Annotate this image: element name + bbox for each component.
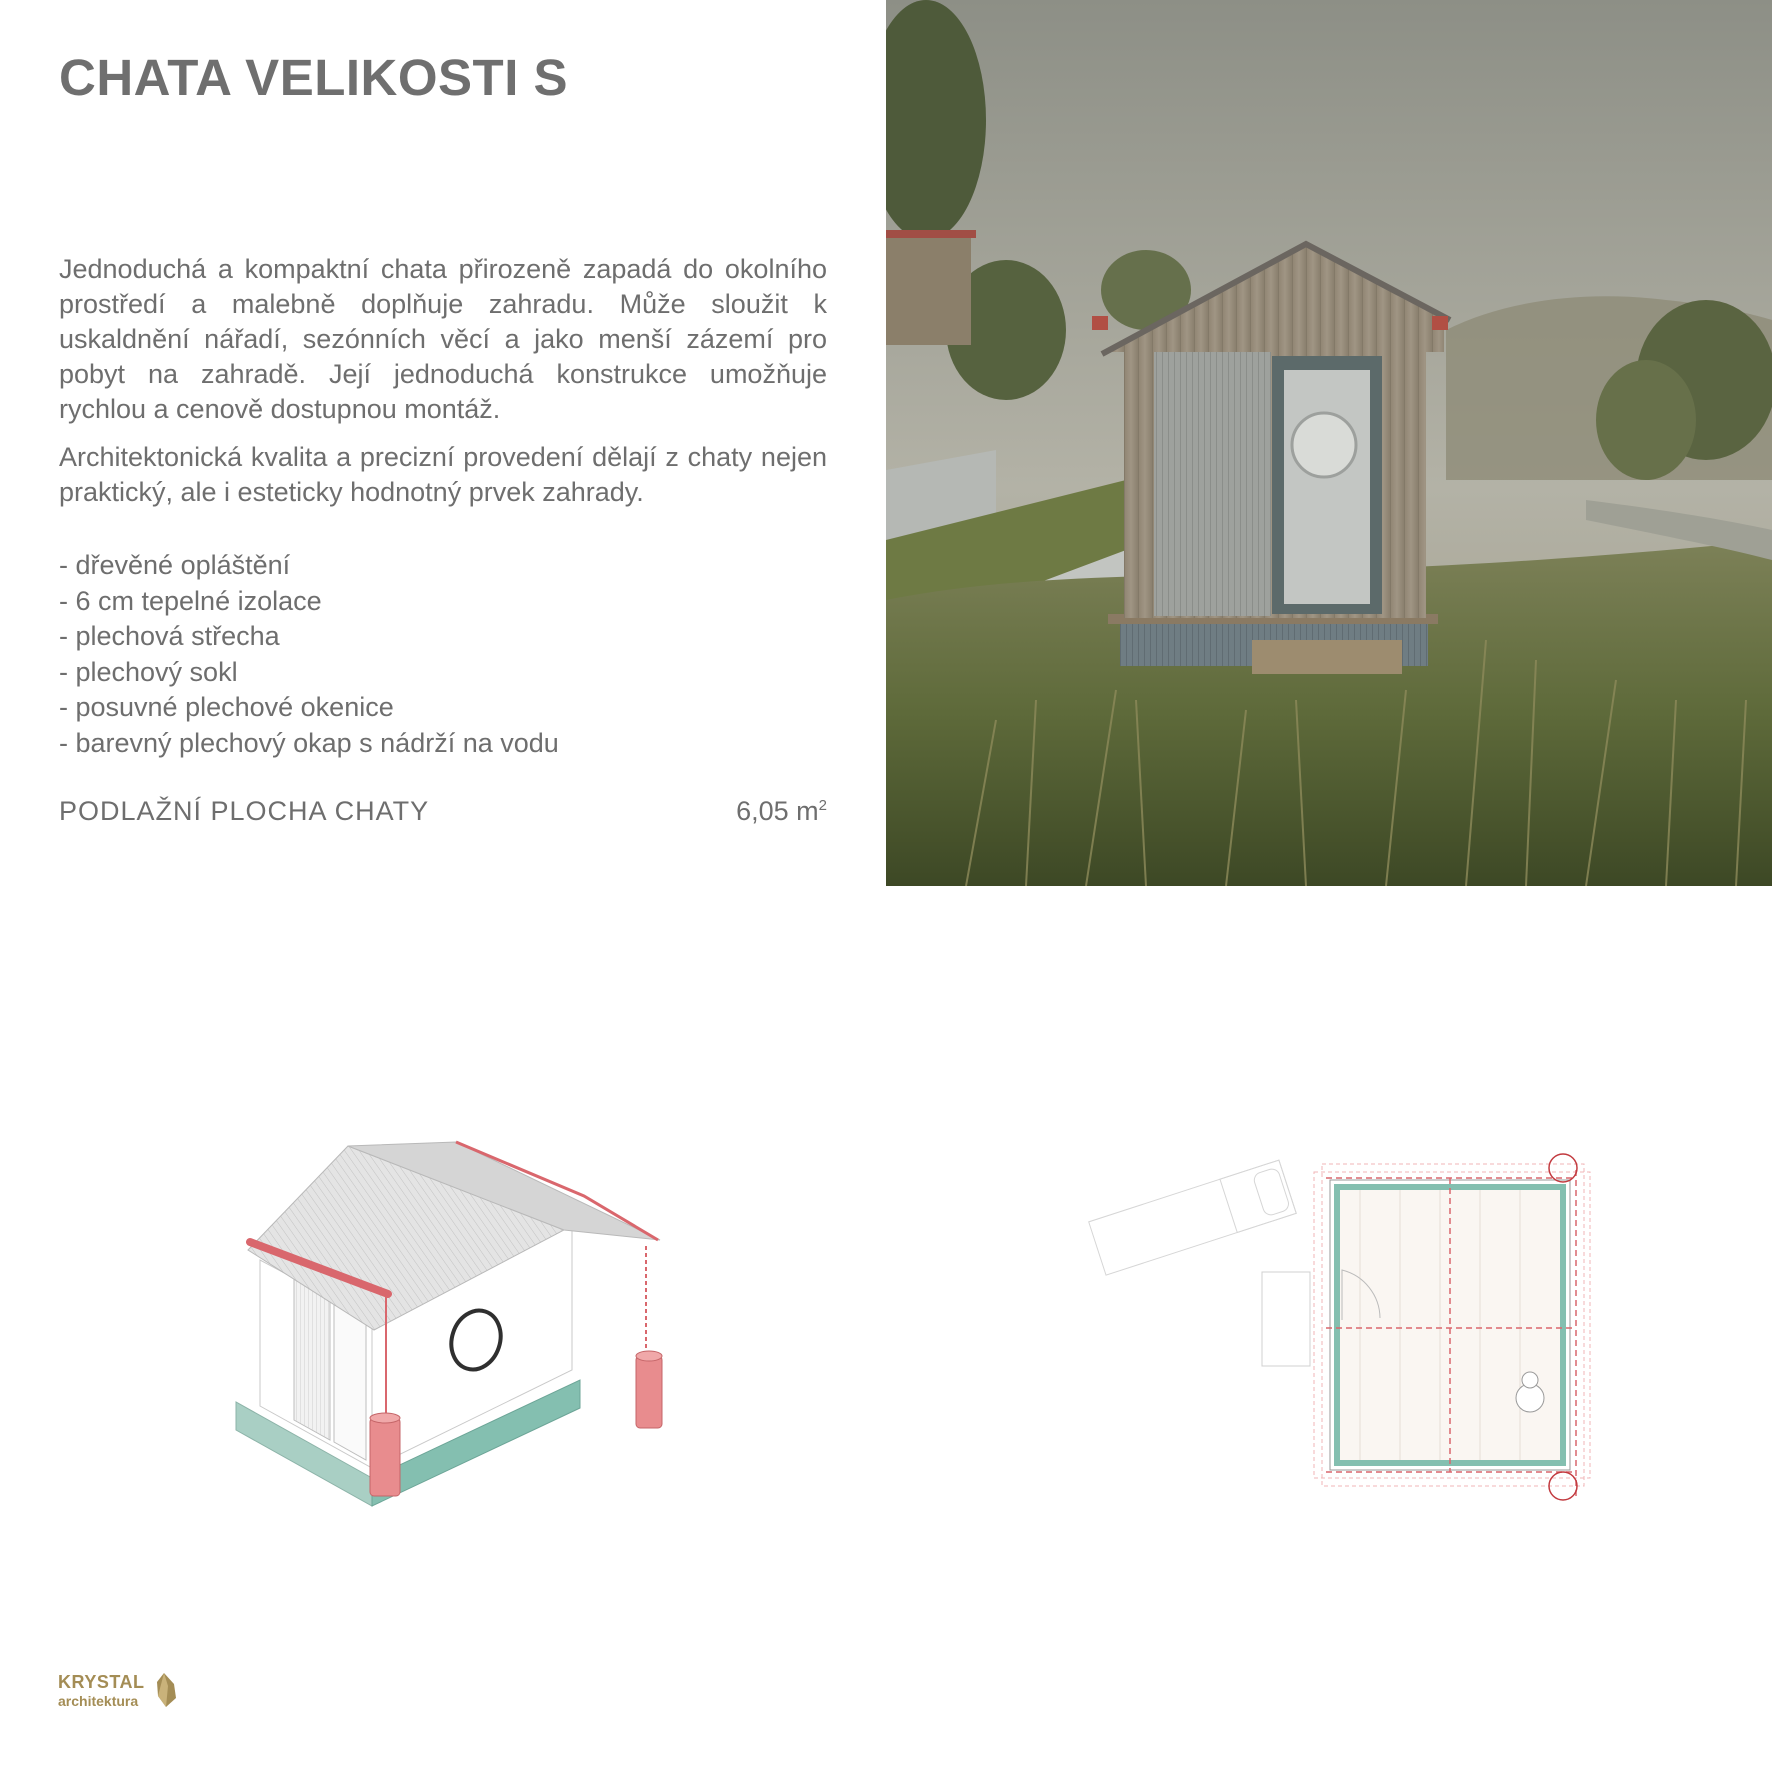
page-title: CHATA VELIKOSTI S [59, 49, 569, 106]
feature-item: - 6 cm tepelné izolace [59, 585, 322, 616]
description-paragraph-1: Jednoduchá a kompaktní chata přirozeně zapadá do okolního prostředí a malebně doplňuje zahradu. Může sloužit k uskaldnění nářadí, sezónních věcí a jako menší zázemí pro pobyt na zahradě. Její jednoduchá konstrukce umožňuje rychlou a cenově dostupnou montáž. [59, 254, 827, 424]
feature-item: - dřevěné opláštění [59, 550, 291, 580]
floor-area-row [59, 796, 827, 827]
feature-item: - posuvné plechové okenice [59, 692, 394, 722]
floor-plan-illustration [1060, 1140, 1600, 1520]
cabin-axonometric-drawing [220, 1130, 670, 1510]
logo-name: KRYSTAL [58, 1672, 145, 1692]
floor-area-value: 6,05 $m^2$ [736, 796, 827, 826]
description [59, 252, 827, 523]
feature-item: - plechová střecha [59, 621, 280, 651]
cabin-photo [886, 0, 1772, 886]
feature-list [59, 548, 559, 761]
cabin-photo-illustration [886, 0, 1772, 886]
logo-subtitle: architektura [58, 1693, 139, 1709]
feature-item: - barevný plechový okap s nádrží na vodu [59, 727, 559, 758]
cabin-floor-plan [1060, 1140, 1600, 1520]
floor-area-label: PODLAŽNÍ PLOCHA CHATY [59, 796, 430, 826]
axonometric-illustration [220, 1130, 670, 1510]
krystal-logo [58, 1672, 198, 1722]
feature-item: - plechový sokl [59, 656, 238, 687]
crystal-icon [154, 1672, 178, 1708]
lounger-outline [1089, 1160, 1297, 1275]
description-paragraph-2: Architektonická kvalita a precizní provedení dělají z chaty nejen praktický, ale i esteticky hodnotný prvek zahrady. [59, 442, 827, 507]
